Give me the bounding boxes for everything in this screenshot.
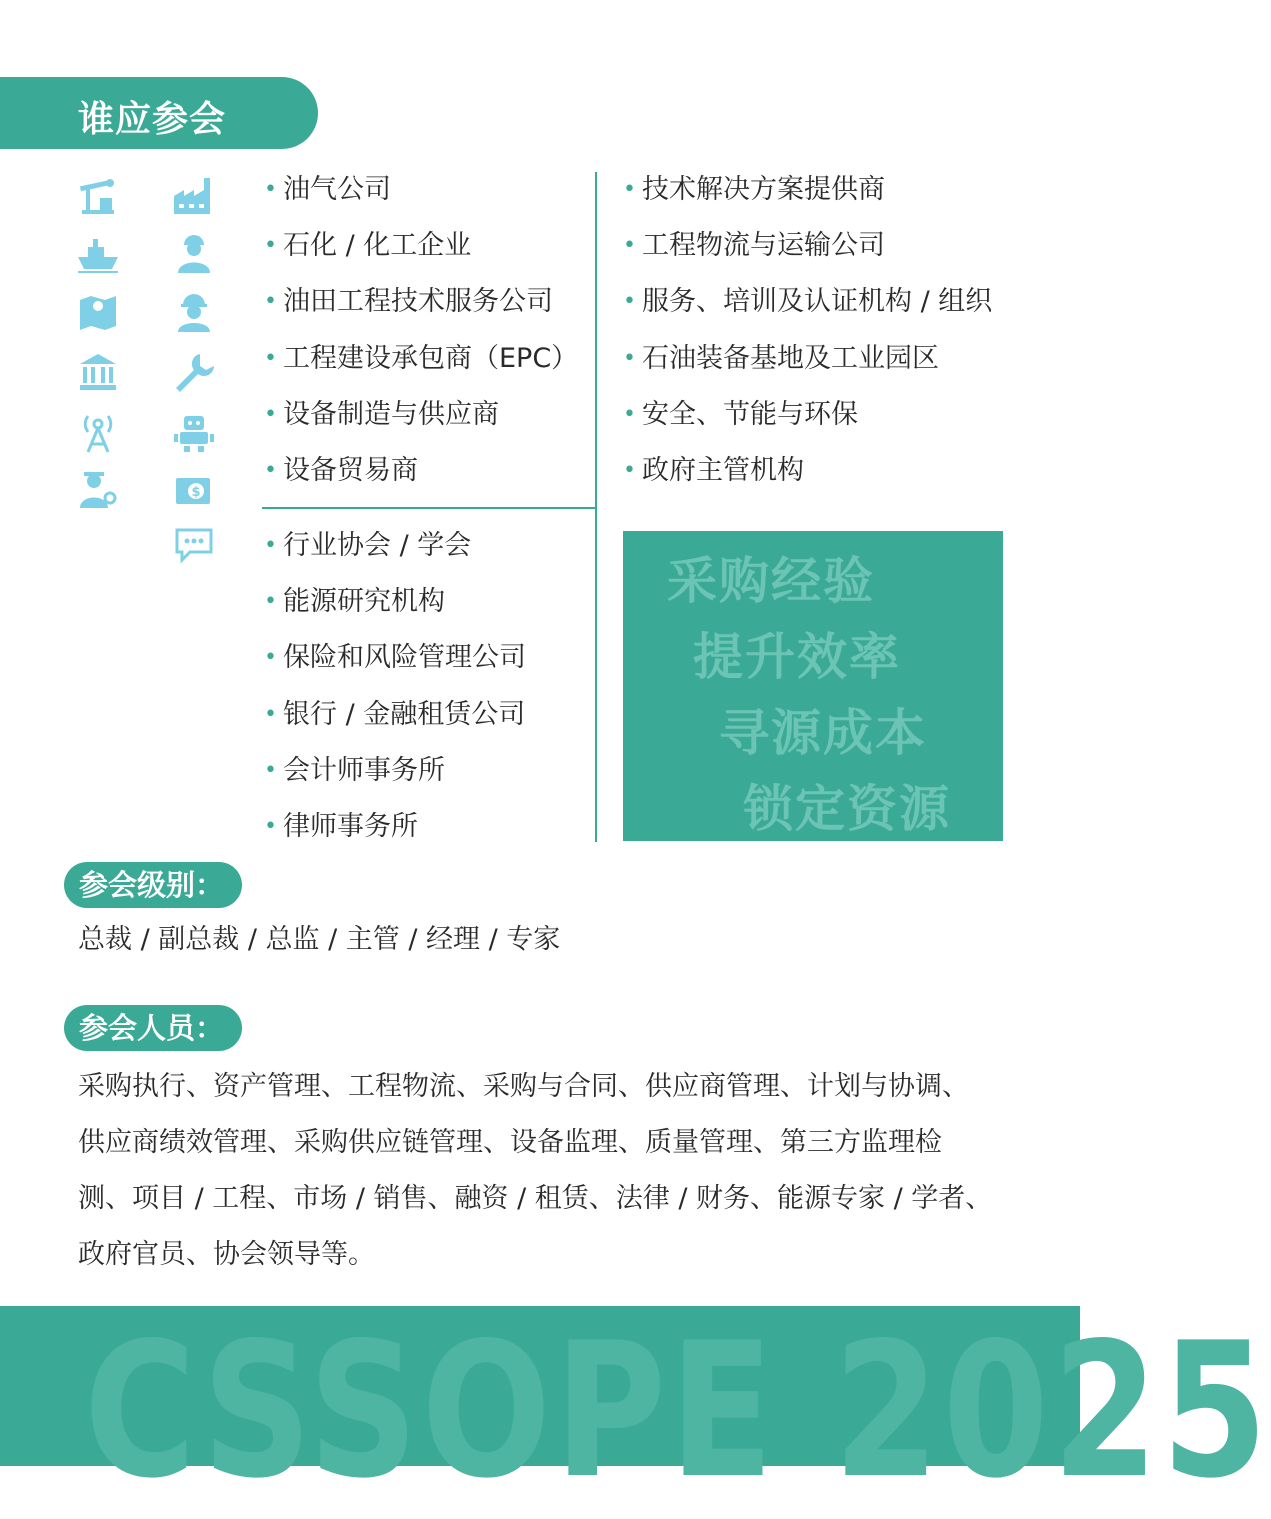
slogan-line: 锁定资源 [743, 780, 951, 838]
participant-list-left-bottom [264, 518, 526, 855]
footer-band [0, 1302, 1271, 1519]
list-item: • 能源研究机构 [264, 586, 445, 618]
factory-icon [172, 174, 216, 218]
list-item: • 油气公司 [264, 174, 391, 205]
robot-icon [172, 410, 216, 454]
divider-vertical [595, 172, 597, 842]
list-item: • 工程建设承包商（EPC） [264, 342, 579, 374]
map-icon [76, 290, 120, 334]
ship-icon [76, 231, 120, 275]
list-item: • 行业协会 / 学会 [264, 530, 472, 561]
list-item: • 石油装备基地及工业园区 [623, 342, 939, 374]
bank-icon [76, 350, 120, 394]
engineer-helmet-icon [172, 290, 216, 334]
level-heading: 参会级别： [64, 862, 242, 908]
money-icon [172, 468, 216, 512]
list-item: • 油田工程技术服务公司 [264, 286, 553, 318]
participant-list-right [623, 162, 992, 499]
list-item: • 技术解决方案提供商 [623, 174, 885, 205]
footer-watermark: CSSOPE 2025 [84, 1302, 1271, 1519]
section-title: 谁应参会 [78, 99, 227, 140]
wrench-icon [172, 350, 216, 394]
list-item: • 会计师事务所 [264, 754, 445, 786]
list-item: • 政府主管机构 [623, 454, 804, 486]
list-item: • 服务、培训及认证机构 / 组织 [623, 286, 993, 318]
personnel-line: 供应商绩效管理、采购供应链管理、设备监理、质量管理、第三方监理检 [78, 1127, 942, 1158]
oil-pump-icon [76, 174, 120, 218]
slogan-box [623, 531, 1003, 841]
inspector-icon [76, 468, 120, 512]
chat-icon [172, 522, 216, 566]
list-item: • 工程物流与运输公司 [623, 230, 885, 262]
svg-text:$: $ [191, 485, 201, 500]
worker-icon [172, 231, 216, 275]
personnel-text [78, 1059, 1018, 1283]
personnel-line: 采购执行、资产管理、工程物流、采购与合同、供应商管理、计划与协调、 [78, 1071, 969, 1102]
list-item: • 安全、节能与环保 [623, 398, 858, 430]
section-banner [0, 77, 318, 149]
slogan-line: 采购经验 [667, 552, 875, 610]
personnel-line: 政府官员、协会领导等。 [78, 1239, 375, 1270]
slogan-line: 寻源成本 [719, 704, 927, 762]
list-item: • 律师事务所 [264, 810, 418, 842]
list-item: • 设备贸易商 [264, 454, 418, 486]
list-item: • 银行 / 金融租赁公司 [264, 698, 526, 730]
participant-list-left-top [264, 162, 578, 499]
slogan-line: 提升效率 [693, 628, 901, 686]
list-item: • 保险和风险管理公司 [264, 642, 526, 674]
list-item: • 石化 / 化工企业 [264, 230, 472, 262]
list-item: • 设备制造与供应商 [264, 398, 499, 430]
personnel-line: 测、项目 / 工程、市场 / 销售、融资 / 租赁、法律 / 财务、能源专家 / 学者、 [78, 1183, 993, 1214]
divider-horizontal [262, 507, 596, 509]
signal-tower-icon [76, 410, 120, 454]
personnel-heading: 参会人员： [64, 1005, 242, 1051]
level-text: 总裁 / 副总裁 / 总监 / 主管 / 经理 / 专家 [78, 924, 561, 955]
